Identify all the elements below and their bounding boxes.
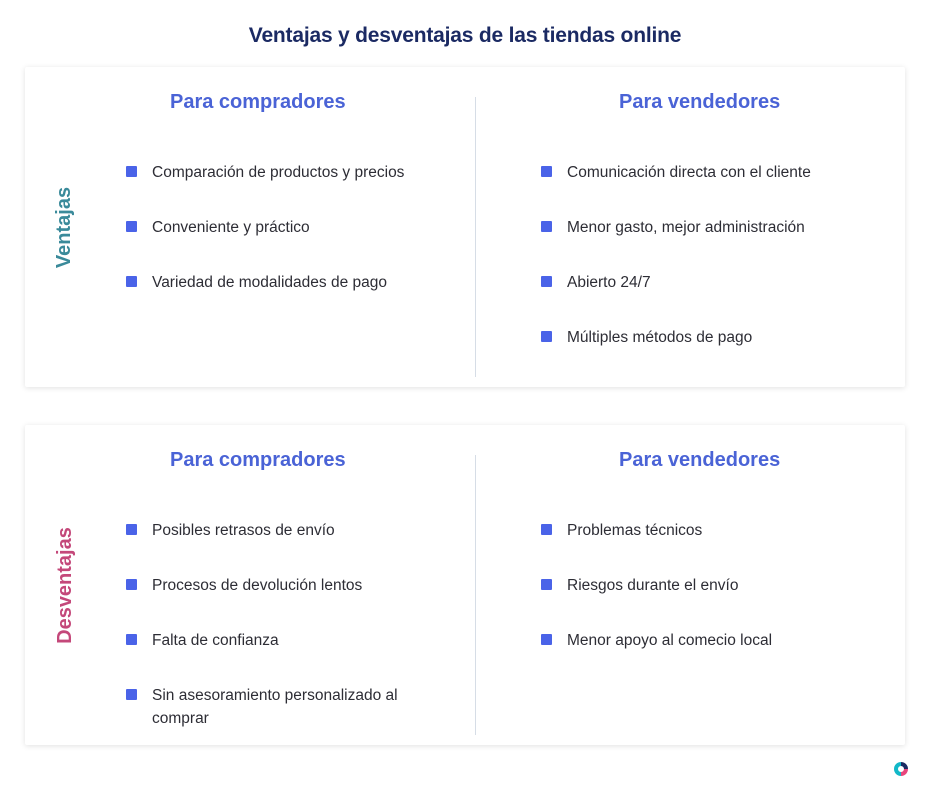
list-item <box>540 271 870 294</box>
list-item <box>125 161 455 184</box>
list-item <box>540 574 870 597</box>
list-item-text: Riesgos durante el envío <box>567 577 739 594</box>
bullet-square-icon <box>126 634 137 645</box>
list-item <box>125 629 455 652</box>
bullet-square-icon <box>126 221 137 232</box>
list-item-text: Menor apoyo al comecio local <box>567 632 773 649</box>
bullet-square-icon <box>541 579 552 590</box>
desventajas-buyers-heading: Para compradores <box>170 449 346 471</box>
bullet-square-icon <box>541 166 552 177</box>
column-divider <box>475 97 476 377</box>
ventajas-buyers-list <box>125 161 455 326</box>
list-item <box>540 326 870 349</box>
ventajas-label <box>52 67 78 387</box>
ventajas-label-text: Ventajas <box>53 186 76 268</box>
list-item-text: Múltiples métodos de pago <box>567 329 753 346</box>
list-item-text: Menor gasto, mejor administración <box>567 219 805 236</box>
list-item-text: Abierto 24/7 <box>567 274 651 291</box>
bullet-square-icon <box>126 276 137 287</box>
desventajas-label <box>52 425 78 745</box>
list-item-text: Comunicación directa con el cliente <box>567 164 811 181</box>
list-item <box>540 519 870 542</box>
bullet-square-icon <box>126 579 137 590</box>
list-item-text: Conveniente y práctico <box>152 219 310 236</box>
bullet-square-icon <box>541 221 552 232</box>
bullet-square-icon <box>541 276 552 287</box>
desventajas-sellers-heading: Para vendedores <box>619 449 781 471</box>
list-item-text: Posibles retrasos de envío <box>152 522 335 539</box>
list-item-text: Sin asesoramiento personalizado al comprar <box>152 687 398 727</box>
page-title: Ventajas y desventajas de las tiendas online <box>248 24 682 47</box>
desventajas-sellers-list <box>540 519 870 684</box>
list-item <box>125 574 455 597</box>
brand-logo-icon <box>893 761 909 777</box>
bullet-square-icon <box>541 524 552 535</box>
list-item <box>125 271 455 294</box>
bullet-square-icon <box>126 524 137 535</box>
list-item <box>125 519 455 542</box>
desventajas-label-text: Desventajas <box>53 526 76 644</box>
ventajas-sellers-list <box>540 161 870 381</box>
list-item <box>540 629 870 652</box>
ventajas-buyers-heading: Para compradores <box>170 91 346 113</box>
ventajas-sellers-heading: Para vendedores <box>619 91 781 113</box>
list-item-text: Procesos de devolución lentos <box>152 577 363 594</box>
bullet-square-icon <box>126 689 137 700</box>
ventajas-panel <box>25 67 905 387</box>
list-item-text: Problemas técnicos <box>567 522 703 539</box>
desventajas-buyers-list <box>125 519 455 762</box>
bullet-square-icon <box>541 634 552 645</box>
list-item-text: Comparación de productos y precios <box>152 164 405 181</box>
bullet-square-icon <box>126 166 137 177</box>
list-item-text: Falta de confianza <box>152 632 279 649</box>
list-item <box>125 684 422 730</box>
column-divider <box>475 455 476 735</box>
list-item <box>125 216 455 239</box>
desventajas-panel <box>25 425 905 745</box>
list-item <box>540 216 870 239</box>
list-item-text: Variedad de modalidades de pago <box>152 274 387 291</box>
list-item <box>540 161 870 184</box>
bullet-square-icon <box>541 331 552 342</box>
